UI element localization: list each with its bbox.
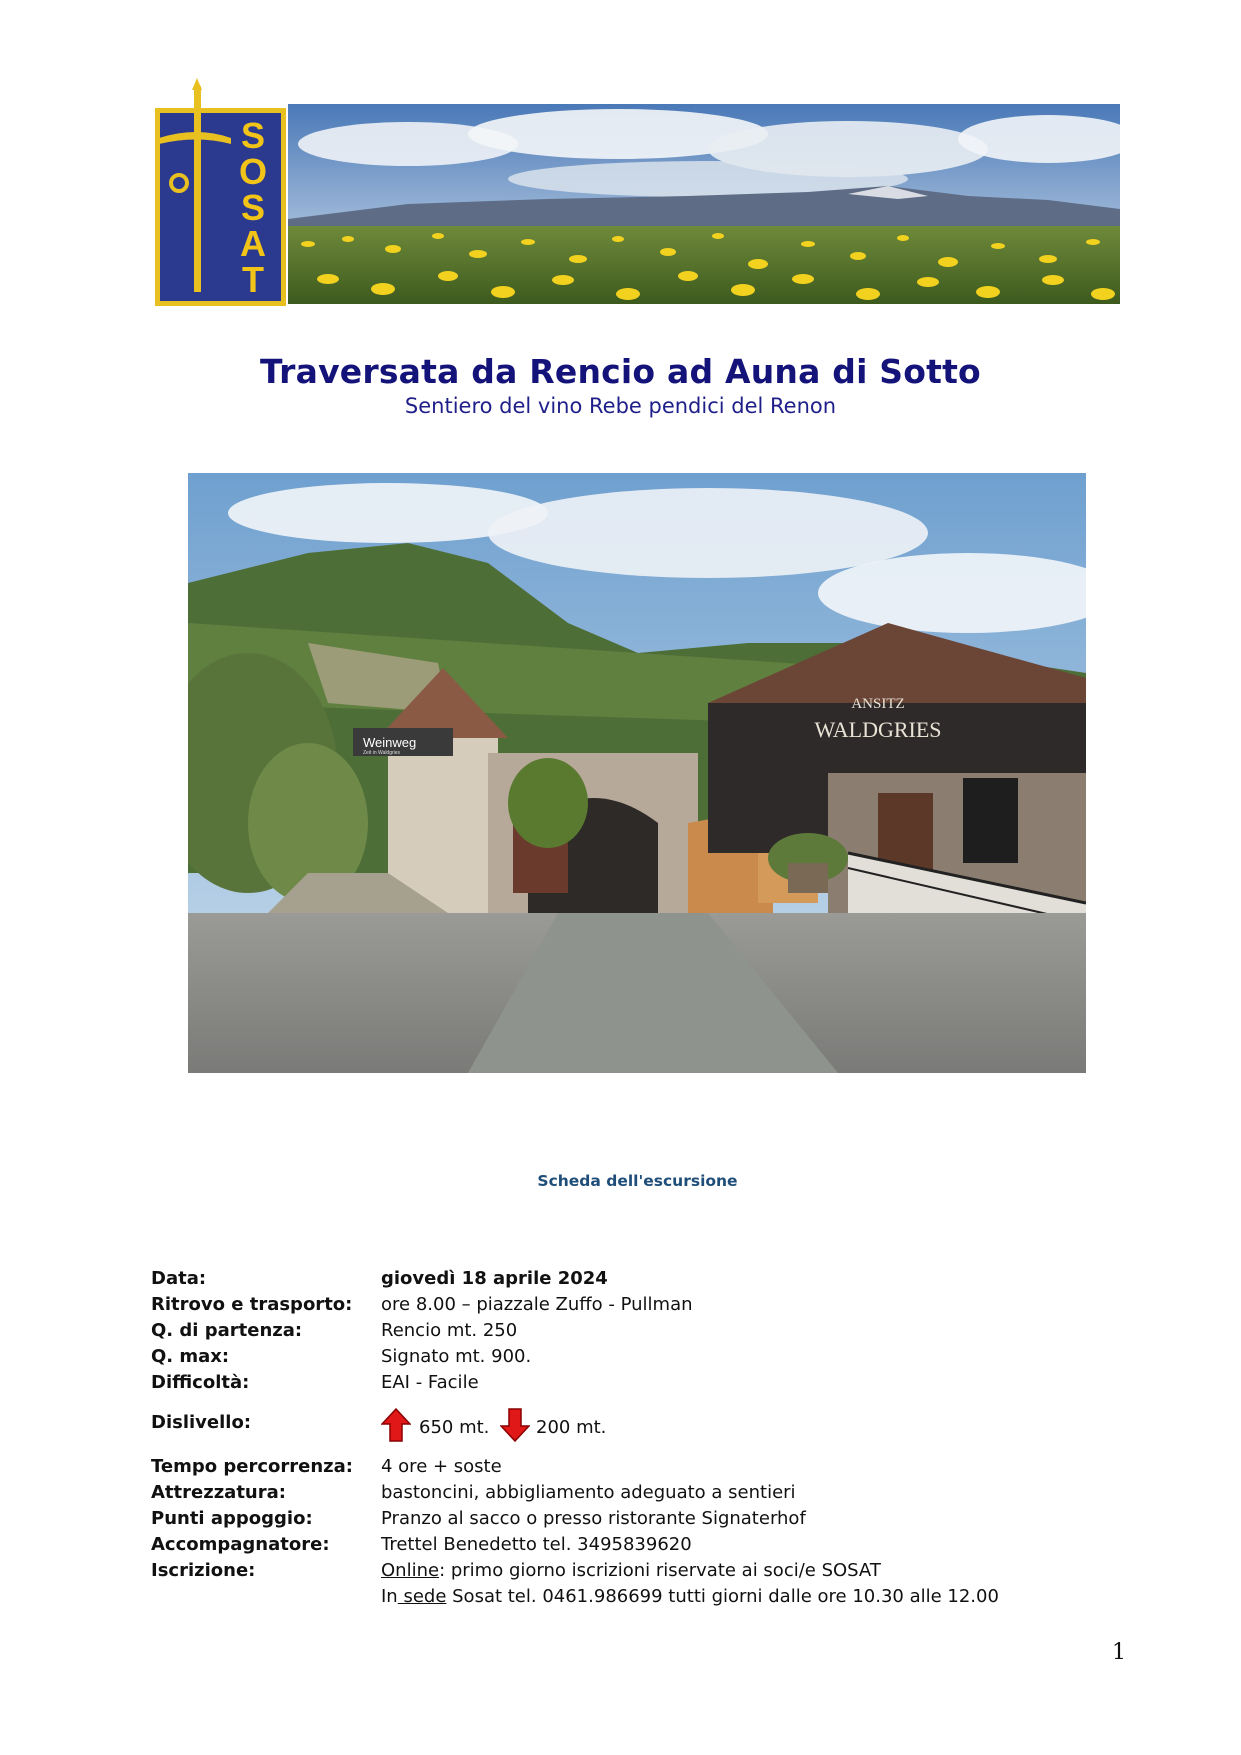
info-row-data: [151, 1268, 1151, 1294]
logo-letter: T: [242, 259, 264, 300]
page-subtitle: Sentiero del vino Rebe pendici del Renon: [404, 394, 837, 418]
info-value: Signato mt. 900.: [381, 1346, 532, 1367]
info-row-iscrizione: [151, 1560, 1151, 1586]
info-label: Accompagnatore:: [151, 1534, 330, 1555]
info-row-max: [151, 1346, 1151, 1372]
info-value-iscrizione-line1: [381, 1560, 881, 1581]
info-label: Q. max:: [151, 1346, 230, 1367]
info-row-difficolta: [151, 1372, 1151, 1398]
arrow-up-icon: [381, 1408, 411, 1442]
page-title: Traversata da Rencio ad Auna di Sotto: [260, 352, 981, 391]
arrow-down-icon: [500, 1408, 530, 1442]
info-label: Difficoltà:: [151, 1372, 250, 1393]
info-row-appoggio: [151, 1508, 1151, 1534]
weinweg-sign-subtext: Zeit in Waldgries: [363, 750, 401, 756]
section-heading: Scheda dell'escursione: [537, 1172, 738, 1190]
info-label: Tempo percorrenza:: [151, 1456, 353, 1477]
info-value: Pranzo al sacco o presso ristorante Signaterhof: [381, 1508, 806, 1529]
winery-photo: [188, 473, 1086, 1073]
info-value-iscrizione-line2: [381, 1586, 999, 1607]
banner-landscape-image: [288, 104, 1120, 304]
logo-letter: S: [240, 187, 266, 228]
ascent-value: 650 mt.: [419, 1417, 490, 1438]
info-label: Q. di partenza:: [151, 1320, 303, 1341]
online-link[interactable]: Online: [381, 1560, 440, 1581]
info-value: Trettel Benedetto tel. 3495839620: [381, 1534, 692, 1555]
info-label: Ritrovo e trasporto:: [151, 1294, 353, 1315]
descent-value: 200 mt.: [536, 1417, 607, 1438]
logo-letter: O: [238, 151, 268, 192]
logo-letter: A: [240, 223, 266, 264]
iscrizione-line2-prefix: In: [381, 1586, 398, 1607]
iscrizione-line2-text: Sosat tel. 0461.986699 tutti giorni dalle ore 10.30 alle 12.00: [446, 1586, 999, 1607]
iscrizione-line1-text: : primo giorno iscrizioni riservate ai soci/e SOSAT: [439, 1560, 881, 1581]
info-value-date: giovedì 18 aprile 2024: [381, 1268, 608, 1289]
info-label: Attrezzatura:: [151, 1482, 286, 1503]
barn-sign-line2: WALDGRIES: [814, 717, 942, 742]
info-value: Rencio mt. 250: [381, 1320, 518, 1341]
barn-sign-line1: ANSITZ: [851, 696, 905, 712]
sede-link[interactable]: sede: [397, 1586, 447, 1607]
info-row-tempo: [151, 1456, 1151, 1482]
info-value: ore 8.00 – piazzale Zuffo - Pullman: [381, 1294, 693, 1315]
sosat-logo: [153, 78, 288, 308]
weinweg-sign-text: Weinweg: [363, 735, 417, 750]
info-row-accompagnatore: [151, 1534, 1151, 1560]
info-row-dislivello: [151, 1412, 1151, 1438]
info-label: Dislivello:: [151, 1412, 252, 1433]
info-row-partenza: [151, 1320, 1151, 1346]
info-row-attrezzatura: [151, 1482, 1151, 1508]
info-row-ritrovo: [151, 1294, 1151, 1320]
info-label: Data:: [151, 1268, 207, 1289]
info-label: Iscrizione:: [151, 1560, 256, 1581]
logo-letter: S: [240, 115, 266, 156]
info-label: Punti appoggio:: [151, 1508, 313, 1529]
info-value: EAI - Facile: [381, 1372, 479, 1393]
info-row-iscrizione-2: [151, 1586, 1151, 1612]
info-value: bastoncini, abbigliamento adeguato a sentieri: [381, 1482, 796, 1503]
info-value: 4 ore + soste: [381, 1456, 502, 1477]
page-number: 1: [1112, 1640, 1126, 1665]
